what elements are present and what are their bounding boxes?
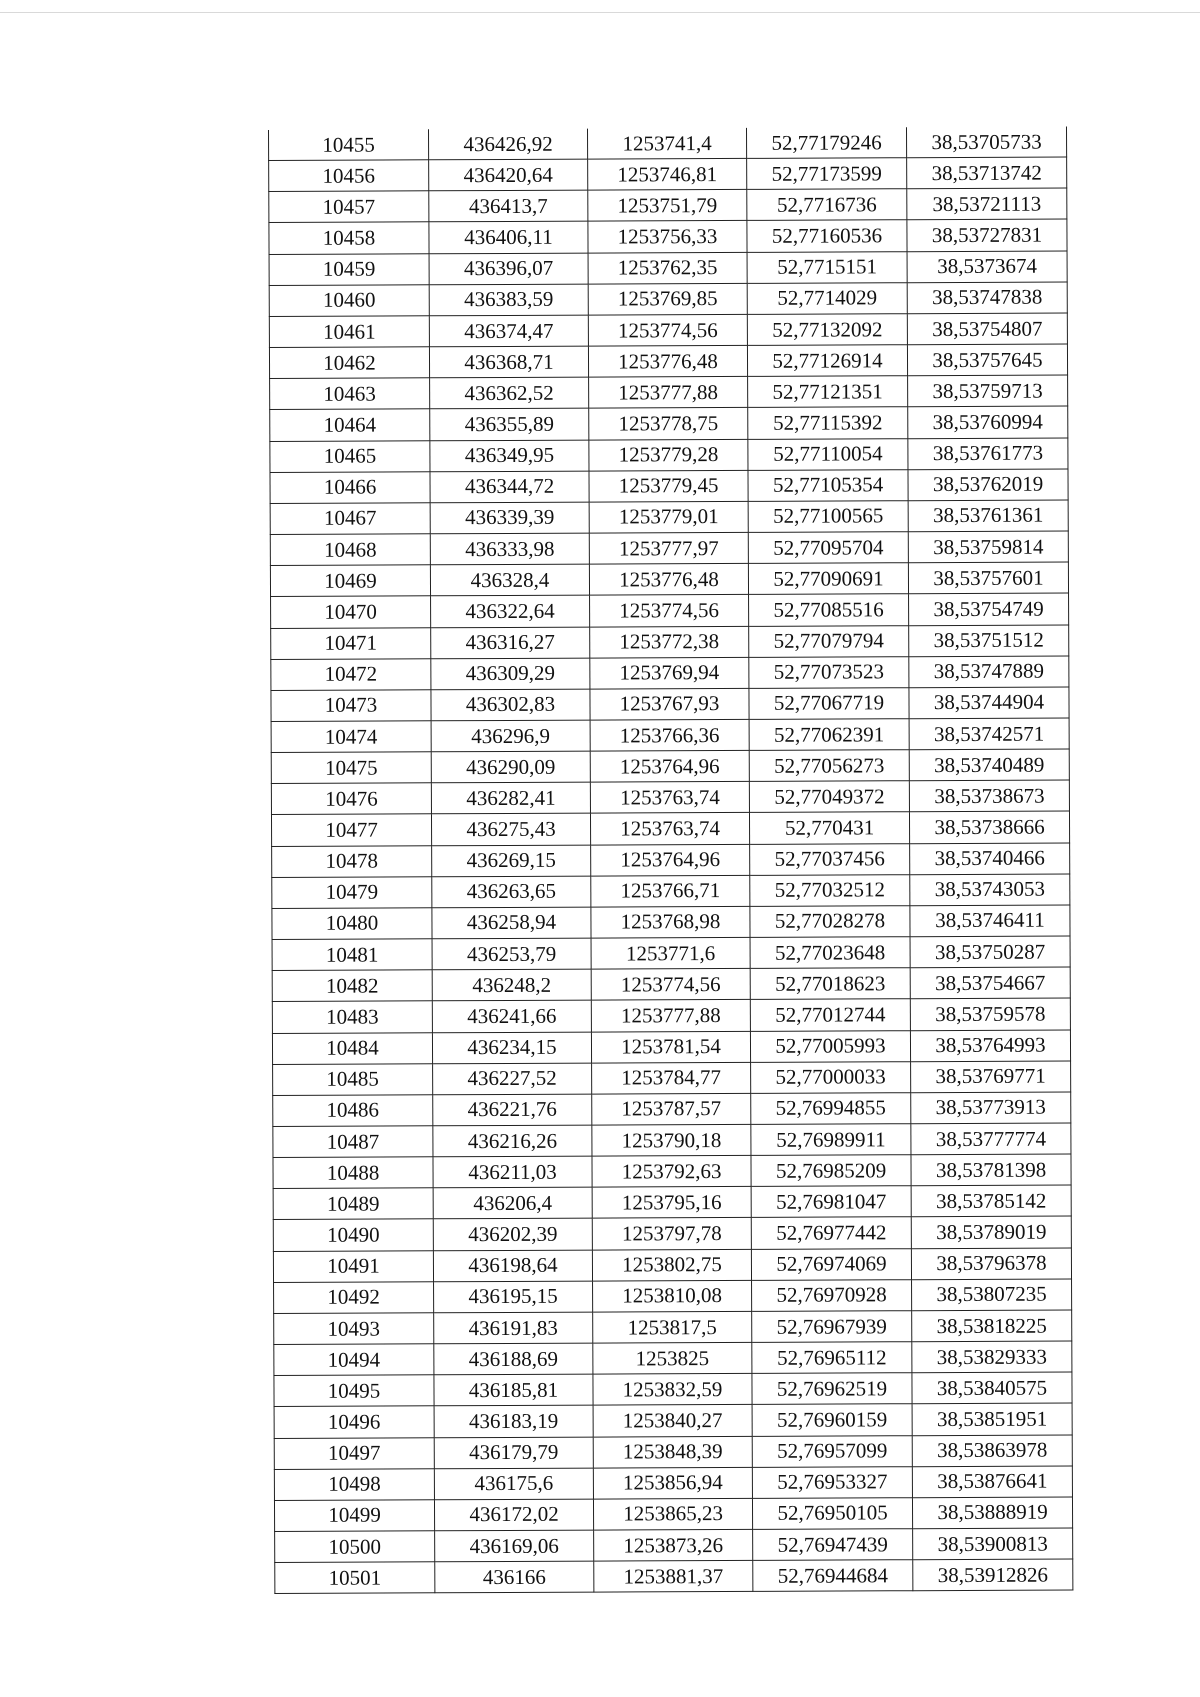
point-number-cell: 10469	[270, 565, 430, 597]
y-coordinate-cell: 1253756,33	[588, 221, 747, 253]
latitude-cell: 52,770431	[749, 812, 909, 844]
point-number-cell: 10492	[274, 1282, 434, 1314]
longitude-cell: 38,53807235	[912, 1279, 1072, 1311]
point-number-cell: 10476	[271, 783, 431, 815]
table-row	[273, 1092, 1071, 1127]
x-coordinate-cell: 436241,66	[432, 1000, 591, 1032]
x-coordinate-cell: 436296,9	[431, 720, 590, 752]
point-number-cell: 10458	[269, 222, 429, 254]
longitude-cell: 38,53759814	[908, 531, 1068, 563]
point-number-cell: 10499	[274, 1500, 434, 1532]
y-coordinate-cell: 1253848,39	[593, 1436, 752, 1468]
latitude-cell: 52,77085516	[749, 594, 909, 626]
x-coordinate-cell: 436202,39	[433, 1219, 592, 1251]
latitude-cell: 52,77105354	[748, 469, 908, 501]
longitude-cell: 38,53840575	[912, 1372, 1072, 1404]
longitude-cell: 38,53761773	[908, 438, 1068, 470]
point-number-cell: 10478	[272, 845, 432, 877]
point-number-cell: 10472	[271, 658, 431, 690]
x-coordinate-cell: 436339,39	[430, 502, 589, 534]
longitude-cell: 38,53738673	[909, 780, 1069, 812]
y-coordinate-cell: 1253881,37	[594, 1561, 753, 1593]
latitude-cell: 52,76957099	[752, 1435, 912, 1467]
point-number-cell: 10496	[274, 1406, 434, 1438]
longitude-cell: 38,53829333	[912, 1341, 1072, 1373]
y-coordinate-cell: 1253769,85	[588, 283, 747, 315]
table-row	[273, 1061, 1071, 1096]
point-number-cell: 10467	[270, 503, 430, 535]
table-row	[271, 718, 1069, 753]
table-row	[272, 936, 1070, 971]
y-coordinate-cell: 1253779,45	[589, 470, 748, 502]
coordinates-table	[268, 127, 1073, 1595]
latitude-cell: 52,77049372	[749, 781, 909, 813]
y-coordinate-cell: 1253764,96	[591, 844, 750, 876]
table-row	[270, 562, 1068, 597]
point-number-cell: 10462	[269, 347, 429, 379]
y-coordinate-cell: 1253825	[593, 1342, 752, 1374]
longitude-cell: 38,53796378	[911, 1248, 1071, 1280]
x-coordinate-cell: 436253,79	[432, 938, 591, 970]
y-coordinate-cell: 1253746,81	[588, 159, 747, 191]
latitude-cell: 52,76947439	[753, 1529, 913, 1561]
table-row	[273, 1216, 1071, 1251]
table-row	[275, 1559, 1073, 1594]
x-coordinate-cell: 436166	[435, 1561, 594, 1593]
x-coordinate-cell: 436172,02	[434, 1499, 593, 1531]
x-coordinate-cell: 436396,07	[429, 253, 588, 285]
point-number-cell: 10482	[272, 970, 432, 1002]
table-row	[271, 593, 1069, 628]
y-coordinate-cell: 1253778,75	[589, 408, 748, 440]
point-number-cell: 10465	[270, 440, 430, 472]
y-coordinate-cell: 1253762,35	[588, 252, 747, 284]
table-row	[274, 1372, 1072, 1407]
longitude-cell: 38,53912826	[913, 1559, 1073, 1591]
x-coordinate-cell: 436248,2	[432, 969, 591, 1001]
table-row	[271, 749, 1069, 784]
point-number-cell: 10487	[273, 1126, 433, 1158]
table-row	[274, 1341, 1072, 1376]
point-number-cell: 10460	[269, 285, 429, 317]
table-row	[269, 344, 1067, 379]
x-coordinate-cell: 436275,43	[431, 814, 590, 846]
x-coordinate-cell: 436183,19	[434, 1406, 593, 1438]
latitude-cell: 52,77032512	[750, 874, 910, 906]
point-number-cell: 10493	[274, 1313, 434, 1345]
x-coordinate-cell: 436374,47	[429, 315, 588, 347]
table-row	[274, 1435, 1072, 1470]
point-number-cell: 10484	[272, 1032, 432, 1064]
longitude-cell: 38,53764993	[910, 1030, 1070, 1062]
longitude-cell: 38,53876641	[912, 1466, 1072, 1498]
table-row	[272, 843, 1070, 878]
point-number-cell: 10457	[269, 191, 429, 223]
latitude-cell: 52,77067719	[749, 688, 909, 720]
y-coordinate-cell: 1253774,56	[590, 595, 749, 627]
point-number-cell: 10495	[274, 1375, 434, 1407]
table-row	[274, 1497, 1072, 1532]
x-coordinate-cell: 436179,79	[434, 1437, 593, 1469]
x-coordinate-cell: 436216,26	[433, 1125, 592, 1157]
x-coordinate-cell: 436269,15	[432, 845, 591, 877]
latitude-cell: 52,77012744	[750, 999, 910, 1031]
point-number-cell: 10481	[272, 939, 432, 971]
x-coordinate-cell: 436349,95	[430, 440, 589, 472]
latitude-cell: 52,77126914	[747, 345, 907, 377]
x-coordinate-cell: 436211,03	[433, 1156, 592, 1188]
latitude-cell: 52,77110054	[748, 438, 908, 470]
y-coordinate-cell: 1253781,54	[591, 1031, 750, 1063]
latitude-cell: 52,77132092	[747, 314, 907, 346]
longitude-cell: 38,53744904	[909, 687, 1069, 719]
latitude-cell: 52,76950105	[752, 1498, 912, 1530]
y-coordinate-cell: 1253779,28	[589, 439, 748, 471]
longitude-cell: 38,53851951	[912, 1403, 1072, 1435]
longitude-cell: 38,53757645	[907, 344, 1067, 376]
table-row	[272, 998, 1070, 1033]
x-coordinate-cell: 436413,7	[429, 190, 588, 222]
x-coordinate-cell: 436344,72	[430, 471, 589, 503]
y-coordinate-cell: 1253776,48	[588, 346, 747, 378]
latitude-cell: 52,77023648	[750, 937, 910, 969]
y-coordinate-cell: 1253787,57	[592, 1093, 751, 1125]
x-coordinate-cell: 436368,71	[429, 346, 588, 378]
point-number-cell: 10455	[269, 129, 429, 160]
longitude-cell: 38,53738666	[909, 811, 1069, 843]
point-number-cell: 10491	[273, 1250, 433, 1282]
longitude-cell: 38,53760994	[908, 406, 1068, 438]
x-coordinate-cell: 436282,41	[431, 782, 590, 814]
point-number-cell: 10488	[273, 1157, 433, 1189]
x-coordinate-cell: 436333,98	[430, 533, 589, 565]
table-row	[271, 687, 1069, 722]
point-number-cell: 10464	[270, 409, 430, 441]
latitude-cell: 52,77115392	[748, 407, 908, 439]
y-coordinate-cell: 1253777,97	[589, 532, 748, 564]
x-coordinate-cell: 436227,52	[433, 1063, 592, 1095]
y-coordinate-cell: 1253856,94	[593, 1467, 752, 1499]
point-number-cell: 10466	[270, 472, 430, 504]
latitude-cell: 52,76967939	[752, 1311, 912, 1343]
table-row	[269, 219, 1067, 254]
scan-edge-line	[0, 12, 1200, 13]
latitude-cell: 52,76985209	[751, 1155, 911, 1187]
longitude-cell: 38,53754749	[909, 593, 1069, 625]
longitude-cell: 38,53705733	[906, 127, 1066, 158]
table-row	[269, 251, 1067, 286]
x-coordinate-cell: 436355,89	[430, 409, 589, 441]
point-number-cell: 10480	[272, 908, 432, 940]
x-coordinate-cell: 436302,83	[431, 689, 590, 721]
x-coordinate-cell: 436328,4	[430, 564, 589, 596]
latitude-cell: 52,77018623	[750, 968, 910, 1000]
table-row	[269, 188, 1067, 223]
table-row	[272, 874, 1070, 909]
x-coordinate-cell: 436234,15	[432, 1032, 591, 1064]
longitude-cell: 38,53818225	[912, 1310, 1072, 1342]
table-row	[273, 1154, 1071, 1189]
latitude-cell: 52,77179246	[746, 127, 906, 158]
coordinates-table-body	[269, 127, 1073, 1594]
y-coordinate-cell: 1253763,74	[590, 813, 749, 845]
latitude-cell: 52,76962519	[752, 1373, 912, 1405]
x-coordinate-cell: 436426,92	[428, 129, 587, 160]
point-number-cell: 10483	[272, 1001, 432, 1033]
table-row	[269, 313, 1067, 348]
x-coordinate-cell: 436195,15	[434, 1281, 593, 1313]
longitude-cell: 38,53773913	[911, 1092, 1071, 1124]
longitude-cell: 38,53727831	[907, 219, 1067, 251]
y-coordinate-cell: 1253777,88	[591, 1000, 750, 1032]
longitude-cell: 38,53750287	[910, 936, 1070, 968]
longitude-cell: 38,53789019	[911, 1216, 1071, 1248]
longitude-cell: 38,53743053	[910, 874, 1070, 906]
table-row	[274, 1403, 1072, 1438]
x-coordinate-cell: 436316,27	[431, 627, 590, 659]
point-number-cell: 10494	[274, 1344, 434, 1376]
y-coordinate-cell: 1253772,38	[590, 626, 749, 658]
y-coordinate-cell: 1253768,98	[591, 906, 750, 938]
longitude-cell: 38,53747838	[907, 282, 1067, 314]
table-row	[269, 282, 1067, 317]
point-number-cell: 10479	[272, 877, 432, 909]
longitude-cell: 38,53863978	[912, 1435, 1072, 1467]
y-coordinate-cell: 1253767,93	[590, 688, 749, 720]
longitude-cell: 38,53761361	[908, 500, 1068, 532]
y-coordinate-cell: 1253817,5	[593, 1311, 752, 1343]
longitude-cell: 38,53777774	[911, 1123, 1071, 1155]
x-coordinate-cell: 436309,29	[431, 658, 590, 690]
y-coordinate-cell: 1253802,75	[592, 1249, 751, 1281]
point-number-cell: 10485	[273, 1063, 433, 1095]
x-coordinate-cell: 436263,65	[432, 876, 591, 908]
x-coordinate-cell: 436258,94	[432, 907, 591, 939]
table-row	[270, 500, 1068, 535]
latitude-cell: 52,77160536	[747, 220, 907, 252]
y-coordinate-cell: 1253769,94	[590, 657, 749, 689]
longitude-cell: 38,53740489	[909, 749, 1069, 781]
point-number-cell: 10490	[273, 1219, 433, 1251]
x-coordinate-cell: 436221,76	[433, 1094, 592, 1126]
longitude-cell: 38,5373674	[907, 251, 1067, 283]
y-coordinate-cell: 1253873,26	[594, 1529, 753, 1561]
table-row	[274, 1279, 1072, 1314]
y-coordinate-cell: 1253766,71	[591, 875, 750, 907]
table-row	[273, 1248, 1071, 1283]
latitude-cell: 52,77073523	[749, 656, 909, 688]
longitude-cell: 38,53754807	[907, 313, 1067, 345]
table-row	[272, 905, 1070, 940]
latitude-cell: 52,77000033	[751, 1061, 911, 1093]
y-coordinate-cell: 1253771,6	[591, 937, 750, 969]
latitude-cell: 52,7716736	[747, 189, 907, 221]
table-row	[271, 656, 1069, 691]
y-coordinate-cell: 1253776,48	[589, 564, 748, 596]
latitude-cell: 52,76989911	[751, 1124, 911, 1156]
table-row	[274, 1466, 1072, 1501]
table-row	[272, 967, 1070, 1002]
x-coordinate-cell: 436383,59	[429, 284, 588, 316]
longitude-cell: 38,53751512	[909, 625, 1069, 657]
longitude-cell: 38,53754667	[910, 967, 1070, 999]
x-coordinate-cell: 436169,06	[435, 1530, 594, 1562]
table-row	[273, 1185, 1071, 1220]
y-coordinate-cell: 1253763,74	[590, 782, 749, 814]
latitude-cell: 52,77121351	[748, 376, 908, 408]
y-coordinate-cell: 1253832,59	[593, 1374, 752, 1406]
y-coordinate-cell: 1253795,16	[592, 1187, 751, 1219]
x-coordinate-cell: 436198,64	[433, 1250, 592, 1282]
longitude-cell: 38,53713742	[907, 157, 1067, 189]
point-number-cell: 10459	[269, 253, 429, 285]
longitude-cell: 38,53759578	[910, 998, 1070, 1030]
point-number-cell: 10470	[271, 596, 431, 628]
y-coordinate-cell: 1253751,79	[588, 190, 747, 222]
latitude-cell: 52,77100565	[748, 501, 908, 533]
y-coordinate-cell: 1253865,23	[593, 1498, 752, 1530]
x-coordinate-cell: 436188,69	[434, 1343, 593, 1375]
y-coordinate-cell: 1253741,4	[587, 128, 746, 159]
point-number-cell: 10461	[269, 316, 429, 348]
longitude-cell: 38,53888919	[912, 1497, 1072, 1529]
table-row	[273, 1123, 1071, 1158]
longitude-cell: 38,53742571	[909, 718, 1069, 750]
y-coordinate-cell: 1253777,88	[589, 377, 748, 409]
longitude-cell: 38,53740466	[910, 843, 1070, 875]
y-coordinate-cell: 1253764,96	[590, 751, 749, 783]
latitude-cell: 52,76970928	[752, 1279, 912, 1311]
point-number-cell: 10486	[273, 1095, 433, 1127]
latitude-cell: 52,76994855	[751, 1093, 911, 1125]
latitude-cell: 52,76953327	[752, 1466, 912, 1498]
latitude-cell: 52,76974069	[751, 1248, 911, 1280]
point-number-cell: 10474	[271, 721, 431, 753]
table-row	[270, 531, 1068, 566]
longitude-cell: 38,53769771	[911, 1061, 1071, 1093]
point-number-cell: 10473	[271, 690, 431, 722]
x-coordinate-cell: 436175,6	[434, 1468, 593, 1500]
table-row	[271, 625, 1069, 660]
x-coordinate-cell: 436420,64	[429, 159, 588, 191]
y-coordinate-cell: 1253792,63	[592, 1156, 751, 1188]
x-coordinate-cell: 436406,11	[429, 222, 588, 254]
latitude-cell: 52,76960159	[752, 1404, 912, 1436]
point-number-cell: 10498	[274, 1469, 434, 1501]
longitude-cell: 38,53759713	[908, 375, 1068, 407]
latitude-cell: 52,76977442	[751, 1217, 911, 1249]
x-coordinate-cell: 436322,64	[431, 595, 590, 627]
table-row	[274, 1310, 1072, 1345]
table-row	[275, 1528, 1073, 1563]
point-number-cell: 10497	[274, 1437, 434, 1469]
latitude-cell: 52,77062391	[749, 719, 909, 751]
y-coordinate-cell: 1253790,18	[592, 1124, 751, 1156]
latitude-cell: 52,77037456	[750, 843, 910, 875]
x-coordinate-cell: 436290,09	[431, 751, 590, 783]
latitude-cell: 52,77095704	[748, 532, 908, 564]
latitude-cell: 52,77090691	[748, 563, 908, 595]
y-coordinate-cell: 1253774,56	[591, 969, 750, 1001]
y-coordinate-cell: 1253779,01	[589, 501, 748, 533]
latitude-cell: 52,77173599	[747, 158, 907, 190]
x-coordinate-cell: 436185,81	[434, 1374, 593, 1406]
table-row	[270, 375, 1068, 410]
y-coordinate-cell: 1253774,56	[588, 314, 747, 346]
latitude-cell: 52,7715151	[747, 251, 907, 283]
latitude-cell: 52,76981047	[751, 1186, 911, 1218]
point-number-cell: 10489	[273, 1188, 433, 1220]
longitude-cell: 38,53781398	[911, 1154, 1071, 1186]
longitude-cell: 38,53721113	[907, 188, 1067, 220]
point-number-cell: 10456	[269, 160, 429, 192]
y-coordinate-cell: 1253810,08	[593, 1280, 752, 1312]
x-coordinate-cell: 436362,52	[430, 377, 589, 409]
y-coordinate-cell: 1253840,27	[593, 1405, 752, 1437]
table-row	[269, 127, 1067, 161]
point-number-cell: 10501	[275, 1562, 435, 1594]
latitude-cell: 52,76965112	[752, 1342, 912, 1374]
point-number-cell: 10500	[275, 1531, 435, 1563]
point-number-cell: 10463	[270, 378, 430, 410]
x-coordinate-cell: 436206,4	[433, 1187, 592, 1219]
longitude-cell: 38,53785142	[911, 1185, 1071, 1217]
latitude-cell: 52,77028278	[750, 906, 910, 938]
longitude-cell: 38,53747889	[909, 656, 1069, 688]
y-coordinate-cell: 1253797,78	[592, 1218, 751, 1250]
longitude-cell: 38,53762019	[908, 469, 1068, 501]
table-row	[272, 1030, 1070, 1065]
latitude-cell: 52,76944684	[753, 1560, 913, 1592]
longitude-cell: 38,53900813	[913, 1528, 1073, 1560]
point-number-cell: 10468	[270, 534, 430, 566]
table-row	[270, 438, 1068, 473]
latitude-cell: 52,77079794	[749, 625, 909, 657]
table-row	[270, 469, 1068, 504]
x-coordinate-cell: 436191,83	[434, 1312, 593, 1344]
longitude-cell: 38,53757601	[908, 562, 1068, 594]
latitude-cell: 52,77056273	[749, 750, 909, 782]
y-coordinate-cell: 1253766,36	[590, 719, 749, 751]
point-number-cell: 10471	[271, 627, 431, 659]
point-number-cell: 10477	[271, 814, 431, 846]
table-row	[271, 780, 1069, 815]
latitude-cell: 52,77005993	[750, 1030, 910, 1062]
y-coordinate-cell: 1253784,77	[592, 1062, 751, 1094]
point-number-cell: 10475	[271, 752, 431, 784]
latitude-cell: 52,7714029	[747, 282, 907, 314]
table-row	[270, 406, 1068, 441]
longitude-cell: 38,53746411	[910, 905, 1070, 937]
table-row	[269, 157, 1067, 192]
table-row	[271, 811, 1069, 846]
